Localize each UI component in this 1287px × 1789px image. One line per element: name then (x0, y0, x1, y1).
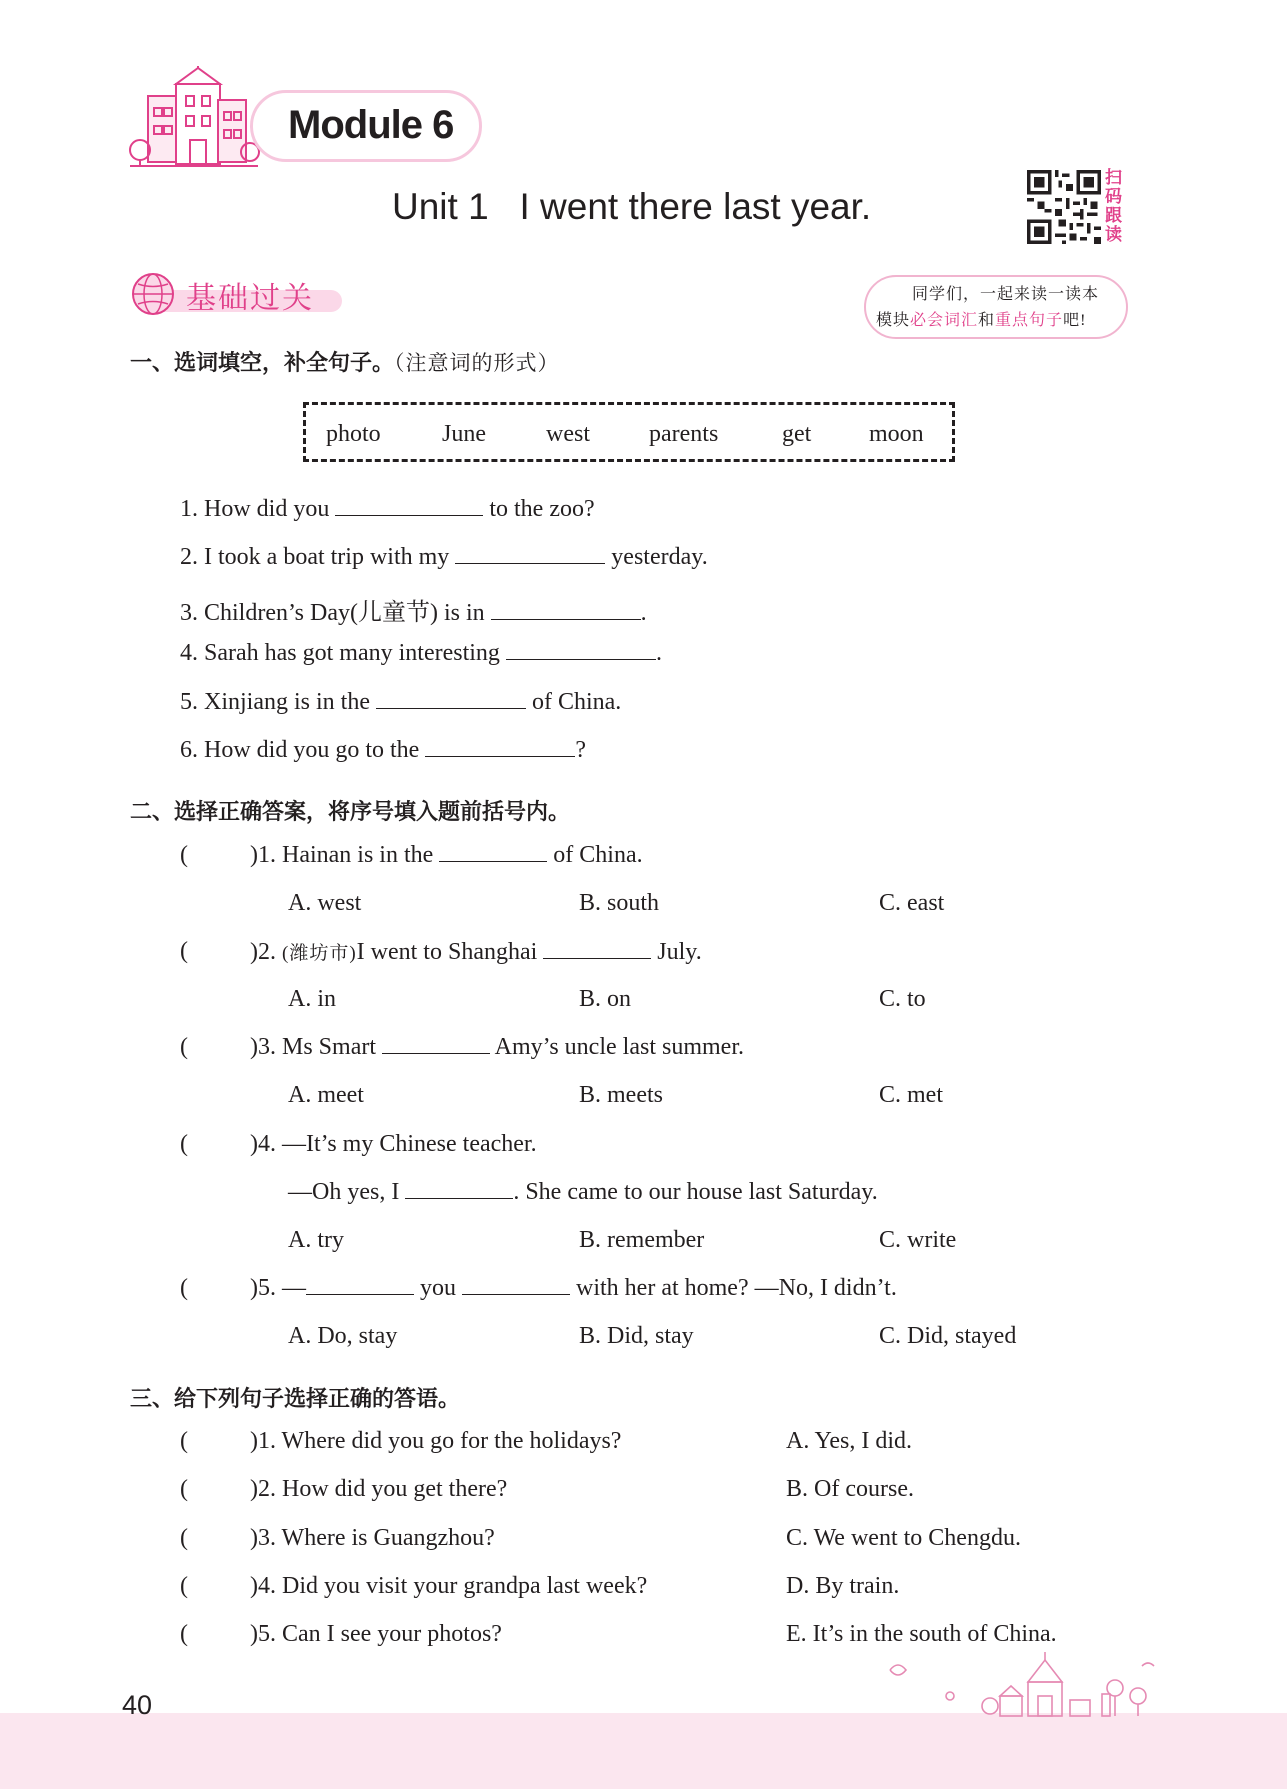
qr-caption-char: 读 (1105, 225, 1122, 244)
part1-heading-note: （注意词的形式） (394, 351, 560, 375)
option-b[interactable]: B. on (579, 986, 632, 1012)
question-text: )5. — (250, 1275, 306, 1301)
word-bank-item: moon (869, 421, 924, 447)
match-question: )2. How did you get there? (250, 1476, 508, 1502)
page-number: 40 (122, 1690, 153, 1720)
answer-blank (405, 1197, 513, 1199)
mc-question (250, 1034, 744, 1061)
answer-paren[interactable]: ( (180, 1621, 188, 1647)
building-illustration (126, 66, 262, 172)
answer-paren[interactable]: ( (180, 842, 188, 868)
match-question: )5. Can I see your photos? (250, 1621, 502, 1647)
qr-caption-char: 跟 (1105, 206, 1122, 225)
word-bank-item: get (782, 421, 812, 447)
item-text: yesterday. (605, 544, 708, 570)
mc-question (250, 1275, 897, 1302)
option-a[interactable]: A. Do, stay (288, 1323, 398, 1349)
fill-blank-item (180, 737, 586, 764)
match-answer: A. Yes, I did. (786, 1428, 913, 1454)
question-text: . She came to our house last Saturday. (513, 1179, 878, 1205)
fill-blank-item (180, 592, 647, 627)
answer-paren[interactable]: ( (180, 1476, 188, 1502)
qr-code[interactable] (1027, 170, 1101, 244)
bubble-text: 和 (978, 312, 996, 329)
castle-illustration (880, 1650, 1170, 1720)
answer-blank[interactable] (425, 755, 575, 757)
globe-icon (130, 271, 176, 317)
word-bank-item: photo (326, 421, 381, 447)
section-banner-title: 基础过关 (186, 282, 314, 315)
option-c[interactable]: C. write (879, 1227, 957, 1253)
question-text: July. (651, 939, 702, 965)
footer-band (0, 1713, 1287, 1789)
match-question: )4. Did you visit your grandpa last week? (250, 1573, 648, 1599)
qr-caption-char: 码 (1105, 187, 1122, 206)
answer-blank (439, 860, 547, 862)
part1-heading (130, 346, 560, 377)
word-bank-box (303, 402, 955, 462)
item-text: 1. How did you (180, 496, 336, 522)
item-text: 4. Sarah has got many interesting (180, 640, 506, 666)
word-bank-item: west (546, 421, 590, 447)
answer-blank (543, 957, 651, 959)
option-a[interactable]: A. in (288, 986, 336, 1012)
answer-blank[interactable] (506, 658, 656, 660)
match-answer: B. Of course. (786, 1476, 914, 1502)
option-a[interactable]: A. meet (288, 1082, 364, 1108)
option-a[interactable]: A. west (288, 890, 362, 916)
option-b[interactable]: B. meets (579, 1082, 663, 1108)
fill-blank-item (180, 544, 708, 571)
match-answer: E. It’s in the south of China. (786, 1621, 1057, 1647)
option-b[interactable]: B. Did, stay (579, 1323, 694, 1349)
mc-question (250, 938, 702, 966)
part3-heading: 三、给下列句子选择正确的答语。 (130, 1386, 461, 1411)
answer-blank (462, 1293, 570, 1295)
item-text: ? (575, 737, 586, 763)
option-c[interactable]: C. east (879, 890, 945, 916)
answer-blank[interactable] (455, 562, 605, 564)
word-bank-item: parents (649, 421, 719, 447)
qr-caption-char: 扫 (1105, 168, 1122, 187)
bubble-text: 吧! (1063, 312, 1087, 329)
bubble-text-line1: 同学们，一起来读一读本 (912, 286, 1100, 303)
question-text: you (414, 1275, 462, 1301)
mc-question (250, 842, 643, 869)
item-text: . (640, 600, 647, 626)
answer-blank[interactable] (491, 618, 641, 620)
question-text: —Oh yes, I (288, 1179, 406, 1205)
part1-heading-text: 一、选词填空，补全句子。 (130, 350, 395, 375)
word-bank-item: June (442, 421, 486, 447)
match-answer: D. By train. (786, 1573, 900, 1599)
bubble-highlight-vocab: 必会词汇 (910, 312, 979, 329)
mc-question-line2 (288, 1179, 878, 1206)
item-text: 5. Xinjiang is in the (180, 689, 376, 715)
option-c[interactable]: C. met (879, 1082, 943, 1108)
question-text: Amy’s uncle last summer. (490, 1034, 744, 1060)
answer-paren[interactable]: ( (180, 1573, 188, 1599)
answer-paren[interactable]: ( (180, 938, 188, 964)
answer-paren[interactable]: ( (180, 1131, 188, 1157)
part2-heading: 二、选择正确答案，将序号填入题前括号内。 (130, 799, 571, 824)
option-b[interactable]: B. remember (579, 1227, 705, 1253)
item-text: to the zoo? (483, 496, 595, 522)
item-text: . (655, 640, 662, 666)
question-text: )3. Ms Smart (250, 1034, 382, 1060)
bubble-text-line2 (876, 307, 1086, 330)
bubble-text: 模块 (876, 312, 911, 329)
match-question: )3. Where is Guangzhou? (250, 1525, 495, 1551)
fill-blank-item (180, 496, 595, 523)
answer-paren[interactable]: ( (180, 1428, 188, 1454)
unit-title: Unit 1 I went there last year. (392, 186, 872, 227)
option-c[interactable]: C. Did, stayed (879, 1323, 1017, 1349)
mc-question: )4. —It’s my Chinese teacher. (250, 1131, 537, 1157)
answer-blank[interactable] (335, 514, 483, 516)
question-text: with her at home? —No, I didn’t. (570, 1275, 897, 1301)
module-title: Module 6 (288, 103, 454, 147)
item-text: of China. (525, 689, 622, 715)
answer-blank (306, 1293, 414, 1295)
item-text: 2. I took a boat trip with my (180, 544, 456, 570)
answer-paren[interactable]: ( (180, 1275, 188, 1301)
question-text: )2. (250, 939, 282, 965)
answer-blank[interactable] (376, 707, 526, 709)
fill-blank-item (180, 640, 662, 667)
qr-caption (1105, 168, 1125, 244)
match-question: )1. Where did you go for the holidays? (250, 1428, 622, 1454)
item-text: 6. How did you go to the (180, 737, 426, 763)
match-answer: C. We went to Chengdu. (786, 1525, 1021, 1551)
answer-blank (382, 1052, 490, 1054)
option-a[interactable]: A. try (288, 1227, 344, 1253)
item-text: 3. Children’s Day(儿童节) is in (180, 600, 491, 626)
fill-blank-item (180, 689, 621, 716)
answer-paren[interactable]: ( (180, 1034, 188, 1060)
answer-paren[interactable]: ( (180, 1525, 188, 1551)
question-text: )1. Hainan is in the (250, 842, 440, 868)
option-c[interactable]: C. to (879, 986, 926, 1012)
question-text: of China. (547, 842, 643, 868)
option-b[interactable]: B. south (579, 890, 660, 916)
question-source: (潍坊市) (282, 943, 357, 964)
question-text: I went to Shanghai (356, 939, 544, 965)
bubble-highlight-sentences: 重点句子 (995, 312, 1064, 329)
